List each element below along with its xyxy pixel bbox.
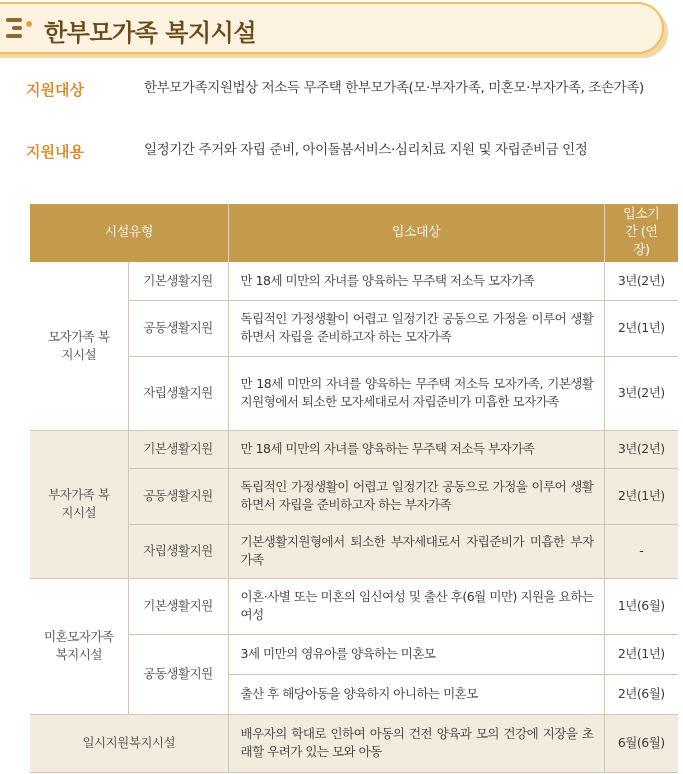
sub-type: 기본생활지원 <box>128 430 228 468</box>
target-cell: 배우자의 학대로 인하여 아동의 건전 양육과 모의 건강에 지장을 초래할 우려가 있는 모와 아동 <box>228 714 604 772</box>
period-cell: 6월(6월) <box>604 714 678 772</box>
header-period <box>604 204 678 262</box>
target-cell: 독립적인 가정생활이 어렵고 일정기간 공동으로 가정을 이루어 생활하면서 자립을 준비하고자 하는 모자가족 <box>228 300 604 356</box>
group-label-text: 미혼모자가족 복지시설 <box>44 629 114 662</box>
target-cell: 독립적인 가정생활이 어렵고 일정기간 공동으로 가정을 이루어 생활하면서 자립을 준비하고자 하는 부자가족 <box>228 468 604 524</box>
group-label <box>30 430 128 578</box>
table-row <box>30 262 678 300</box>
info-label: 지원대상 <box>26 81 84 99</box>
target-cell: 만 18세 미만의 자녀를 양육하는 무주택 저소득 부자가족 <box>228 430 604 468</box>
table-row <box>30 524 678 578</box>
header-type: 시설유형 <box>30 204 228 262</box>
info-text: 일정기간 주거와 자립 준비, 아이돌봄서비스·심리치료 지원 및 자립준비금 인정 <box>144 142 588 158</box>
sub-type: 자립생활지원 <box>128 356 228 430</box>
sub-type: 공동생활지원 <box>128 634 228 714</box>
sub-type: 공동생활지원 <box>128 468 228 524</box>
period-cell: - <box>604 524 678 578</box>
group-label: 일시지원복지시설 <box>30 714 228 772</box>
facility-table <box>30 204 678 773</box>
table-row <box>30 714 678 772</box>
target-cell: 이혼·사별 또는 미혼의 임신여성 및 출산 후(6월 미만) 지원을 요하는 여성 <box>228 578 604 634</box>
header-period-text: 입소기간 (연장) <box>623 207 660 258</box>
sub-type: 기본생활지원 <box>128 262 228 300</box>
table-row <box>30 300 678 356</box>
target-cell: 만 18세 미만의 자녀를 양육하는 무주택 저소득 모자가족 <box>228 262 604 300</box>
target-cell: 만 18세 미만의 자녀를 양육하는 무주택 저소득 모자가족, 기본생활지원형에서 퇴소한 모자세대로서 자립준비가 미흡한 모자가족 <box>228 356 604 430</box>
period-cell: 1년(6월) <box>604 578 678 634</box>
period-cell: 3년(2년) <box>604 262 678 300</box>
table-row <box>30 356 678 430</box>
info-label: 지원내용 <box>26 143 84 161</box>
period-cell: 2년(1년) <box>604 300 678 356</box>
header-target: 입소대상 <box>228 204 604 262</box>
info-row-target <box>26 78 683 100</box>
target-cell: 기본생활지원형에서 퇴소한 부자세대로서 자립준비가 미흡한 부자가족 <box>228 524 604 578</box>
info-row-content <box>26 140 683 162</box>
target-cell: 출산 후 해당아동을 양육하지 아니하는 미혼모 <box>228 674 604 714</box>
table-row <box>30 634 678 674</box>
period-cell: 2년(1년) <box>604 468 678 524</box>
sub-type: 기본생활지원 <box>128 578 228 634</box>
table-header-row <box>30 204 678 262</box>
period-cell: 3년(2년) <box>604 356 678 430</box>
group-label <box>30 262 128 430</box>
table-row <box>30 578 678 634</box>
sub-type: 공동생활지원 <box>128 300 228 356</box>
table-row <box>30 430 678 468</box>
info-text: 한부모가족지원법상 저소득 무주택 한부모가족(모·부자가족, 미혼모·부자가족, 조손가족) <box>144 80 644 96</box>
sub-type: 자립생활지원 <box>128 524 228 578</box>
period-cell: 2년(6월) <box>604 674 678 714</box>
group-label-text: 부자가족 복지시설 <box>48 487 110 520</box>
period-cell: 3년(2년) <box>604 430 678 468</box>
period-cell: 2년(1년) <box>604 634 678 674</box>
title-accent-dot-icon <box>26 21 32 27</box>
page-title: 한부모가족 복지시설 <box>44 19 257 47</box>
group-label-text: 모자가족 복지시설 <box>48 328 110 362</box>
title-bar <box>0 2 664 54</box>
title-bullet-icon <box>6 18 22 42</box>
table-row <box>30 468 678 524</box>
target-cell: 3세 미만의 영유아를 양육하는 미혼모 <box>228 634 604 674</box>
group-label <box>30 578 128 714</box>
